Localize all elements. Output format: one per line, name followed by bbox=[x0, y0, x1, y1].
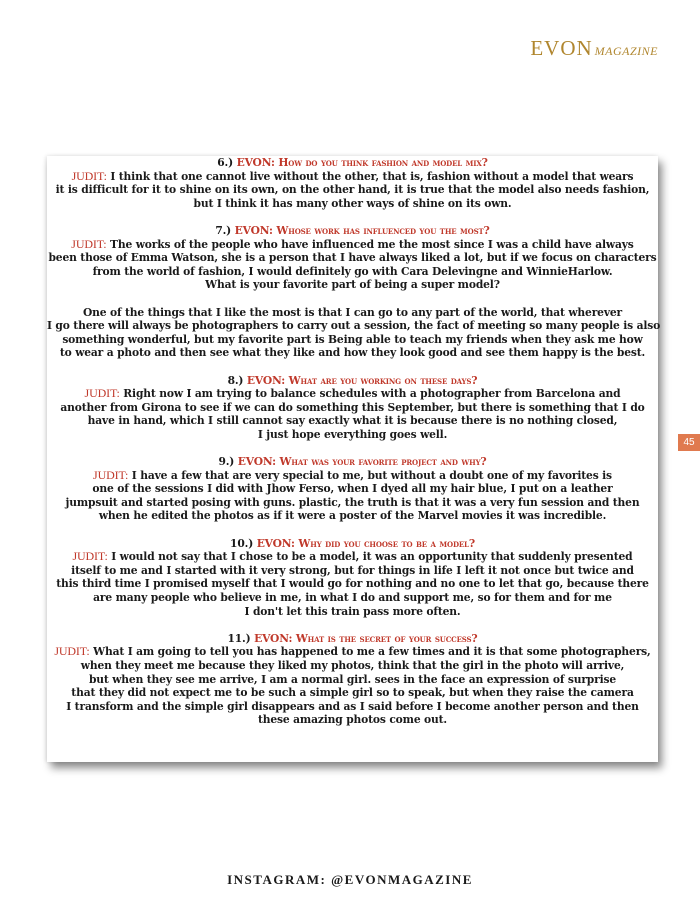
answer-text: that they did not expect me to be such a simple girl so to speak, but when they raise the camera bbox=[71, 686, 634, 700]
interviewer-label: EVON: bbox=[237, 455, 276, 469]
speaker-label: JUDIT: bbox=[71, 236, 107, 251]
answer-text: to wear a photo and then see what they like and how they look good and see them happy is the best. bbox=[59, 346, 646, 360]
answer-line bbox=[47, 183, 658, 197]
answer-text: these amazing photos come out. bbox=[258, 713, 447, 727]
speaker-label: JUDIT: bbox=[84, 386, 120, 401]
answer-text: I have a few that are very special to me, but without a doubt one of my favorites is bbox=[131, 468, 612, 482]
qa-block bbox=[47, 223, 661, 360]
answer-text: What I am going to tell you has happened to me a few times and it is that some photographers, bbox=[93, 645, 651, 659]
answer-text: from the world of fashion, I would definitely go with Cara Delevingne and WinnieHarlow. bbox=[92, 264, 613, 278]
interviewer-label: EVON: bbox=[256, 536, 295, 550]
answer-text: jumpsuit and started posing with guns. plastic, the truth is that it was a very fun session and then bbox=[65, 495, 640, 509]
answer-line bbox=[47, 251, 658, 265]
answer-line bbox=[47, 278, 658, 292]
answer-text: I don't let this train pass more often. bbox=[244, 604, 461, 618]
logo-brand: EVON bbox=[530, 36, 593, 60]
answer-line bbox=[47, 238, 658, 252]
answer-line bbox=[47, 306, 658, 320]
question-number: 9.) bbox=[218, 455, 235, 469]
question-number: 10.) bbox=[230, 536, 254, 550]
answer-line bbox=[47, 482, 658, 496]
answer-text: itself to me and I started with it very strong, but for things in life I left it not once but twice and bbox=[71, 563, 634, 577]
question-number: 11.) bbox=[227, 631, 251, 645]
answer-line bbox=[47, 645, 658, 659]
answer-line bbox=[47, 700, 658, 714]
answer-line bbox=[47, 414, 658, 428]
answer-text: I go there will always be photographers to carry out a session, the fact of meeting so many people is also bbox=[47, 319, 661, 333]
answer-line bbox=[47, 659, 658, 673]
question-number: 6.) bbox=[217, 156, 234, 169]
question-line bbox=[47, 156, 658, 170]
answer-text: one of the sessions I did with Jhow Ferso, when I dyed all my hair blue, I put on a leather bbox=[92, 482, 613, 496]
qa-block bbox=[47, 374, 658, 442]
speaker-label: JUDIT: bbox=[72, 549, 108, 564]
answer-text: but I think it has many other ways of shine on its own. bbox=[193, 196, 512, 210]
answer-text: What is your favorite part of being a super model? bbox=[205, 278, 500, 292]
qa-block bbox=[47, 537, 658, 619]
answer-text: have in hand, which I still cannot say exactly what it is because there is no nothing closed, bbox=[87, 414, 618, 428]
page-number-tab: 45 bbox=[678, 434, 700, 451]
answer-paragraph bbox=[47, 238, 658, 292]
answer-text: are many people who believe in me, in what I do and support me, so for them and for me bbox=[93, 591, 612, 604]
interview-card bbox=[47, 156, 661, 762]
answer-line bbox=[47, 346, 658, 360]
answer-text: I think that one cannot live without the other, that is, fashion without a model that wears bbox=[110, 169, 634, 183]
answer-text: something wonderful, but my favorite part is Being able to teach my friends when they ask me how bbox=[62, 332, 643, 346]
question-text: How do you think fashion and model mix? bbox=[278, 156, 488, 169]
answer-line bbox=[47, 428, 658, 442]
answer-line bbox=[47, 469, 658, 483]
footer-instagram-handle: INSTAGRAM: @EVONMAGAZINE bbox=[227, 872, 473, 887]
speaker-label: JUDIT: bbox=[93, 467, 129, 482]
answer-text: I transform and the simple girl disappears and as I said before I become another person and then bbox=[66, 699, 639, 713]
speaker-label: JUDIT: bbox=[54, 644, 90, 659]
qa-block bbox=[47, 156, 658, 210]
question-line bbox=[47, 537, 658, 551]
interviewer-label: EVON: bbox=[236, 156, 275, 169]
answer-line bbox=[47, 319, 661, 333]
answer-text: One of the things that I like the most is that I can go to any part of the world, that wherever bbox=[82, 305, 623, 319]
question-line bbox=[47, 455, 658, 469]
answer-line bbox=[47, 197, 658, 211]
answer-line bbox=[47, 564, 658, 578]
question-line bbox=[47, 224, 658, 238]
question-line bbox=[47, 374, 658, 388]
answer-line bbox=[47, 673, 658, 687]
answer-line bbox=[47, 605, 658, 619]
question-number: 8.) bbox=[227, 373, 244, 387]
speaker-label: JUDIT: bbox=[71, 168, 107, 183]
qa-block bbox=[47, 455, 658, 523]
question-text: Why did you choose to be a model? bbox=[298, 536, 475, 550]
qa-block bbox=[47, 632, 658, 727]
answer-line bbox=[47, 509, 658, 523]
answer-line bbox=[47, 713, 658, 727]
question-text: What is the secret of your success? bbox=[295, 631, 478, 645]
answer-line bbox=[47, 265, 658, 279]
question-text: Whose work has influenced you the most? bbox=[276, 223, 490, 237]
answer-line bbox=[47, 496, 658, 510]
answer-line bbox=[47, 333, 658, 347]
question-line bbox=[47, 632, 658, 646]
interview-content bbox=[47, 156, 661, 741]
answer-text: I just hope everything goes well. bbox=[257, 427, 448, 441]
answer-paragraph bbox=[47, 387, 658, 441]
answer-text: The works of the people who have influenced me the most since I was a child have always bbox=[110, 237, 634, 251]
answer-paragraph bbox=[47, 550, 658, 618]
interviewer-label: EVON: bbox=[254, 631, 293, 645]
answer-text: another from Girona to see if we can do something this September, but there is something that I do bbox=[60, 400, 645, 414]
question-text: What was your favorite project and why? bbox=[279, 455, 487, 469]
logo-subtitle: MAGAZINE bbox=[594, 44, 658, 58]
answer-text: Right now I am trying to balance schedules with a photographer from Barcelona and bbox=[123, 387, 621, 401]
answer-paragraph bbox=[47, 170, 658, 211]
question-number: 7.) bbox=[215, 223, 232, 237]
answer-line bbox=[47, 686, 658, 700]
magazine-logo bbox=[530, 36, 658, 61]
answer-text: when they meet me because they liked my photos, think that the girl in the photo will arrive, bbox=[80, 658, 625, 672]
answer-text: when he edited the photos as if it were a poster of the Marvel movies it was incredible. bbox=[98, 509, 607, 523]
answer-text: this third time I promised myself that I would go for nothing and no one to let that go, because there bbox=[56, 577, 649, 591]
answer-line bbox=[47, 401, 658, 415]
answer-paragraph bbox=[47, 305, 661, 360]
interviewer-label: EVON: bbox=[246, 373, 286, 387]
answer-line bbox=[47, 387, 658, 401]
answer-line bbox=[47, 577, 658, 591]
answer-text: been those of Emma Watson, she is a person that I have always liked a lot, but if we focus on characters bbox=[48, 251, 657, 265]
question-text: What are you working on these days? bbox=[288, 373, 478, 387]
answer-paragraph bbox=[47, 645, 658, 727]
answer-line bbox=[47, 550, 658, 564]
answer-text: but when they see me arrive, I am a normal girl. sees in the face an expression of surprise bbox=[88, 672, 617, 686]
answer-line bbox=[47, 170, 658, 184]
answer-text: it is difficult for it to shine on its own, on the other hand, it is true that the model also needs fashion, bbox=[55, 183, 650, 197]
answer-text: I would not say that I chose to be a model, it was an opportunity that suddenly presented bbox=[111, 550, 633, 564]
answer-line bbox=[47, 591, 658, 605]
answer-paragraph bbox=[47, 469, 658, 523]
interviewer-label: EVON: bbox=[234, 223, 273, 237]
